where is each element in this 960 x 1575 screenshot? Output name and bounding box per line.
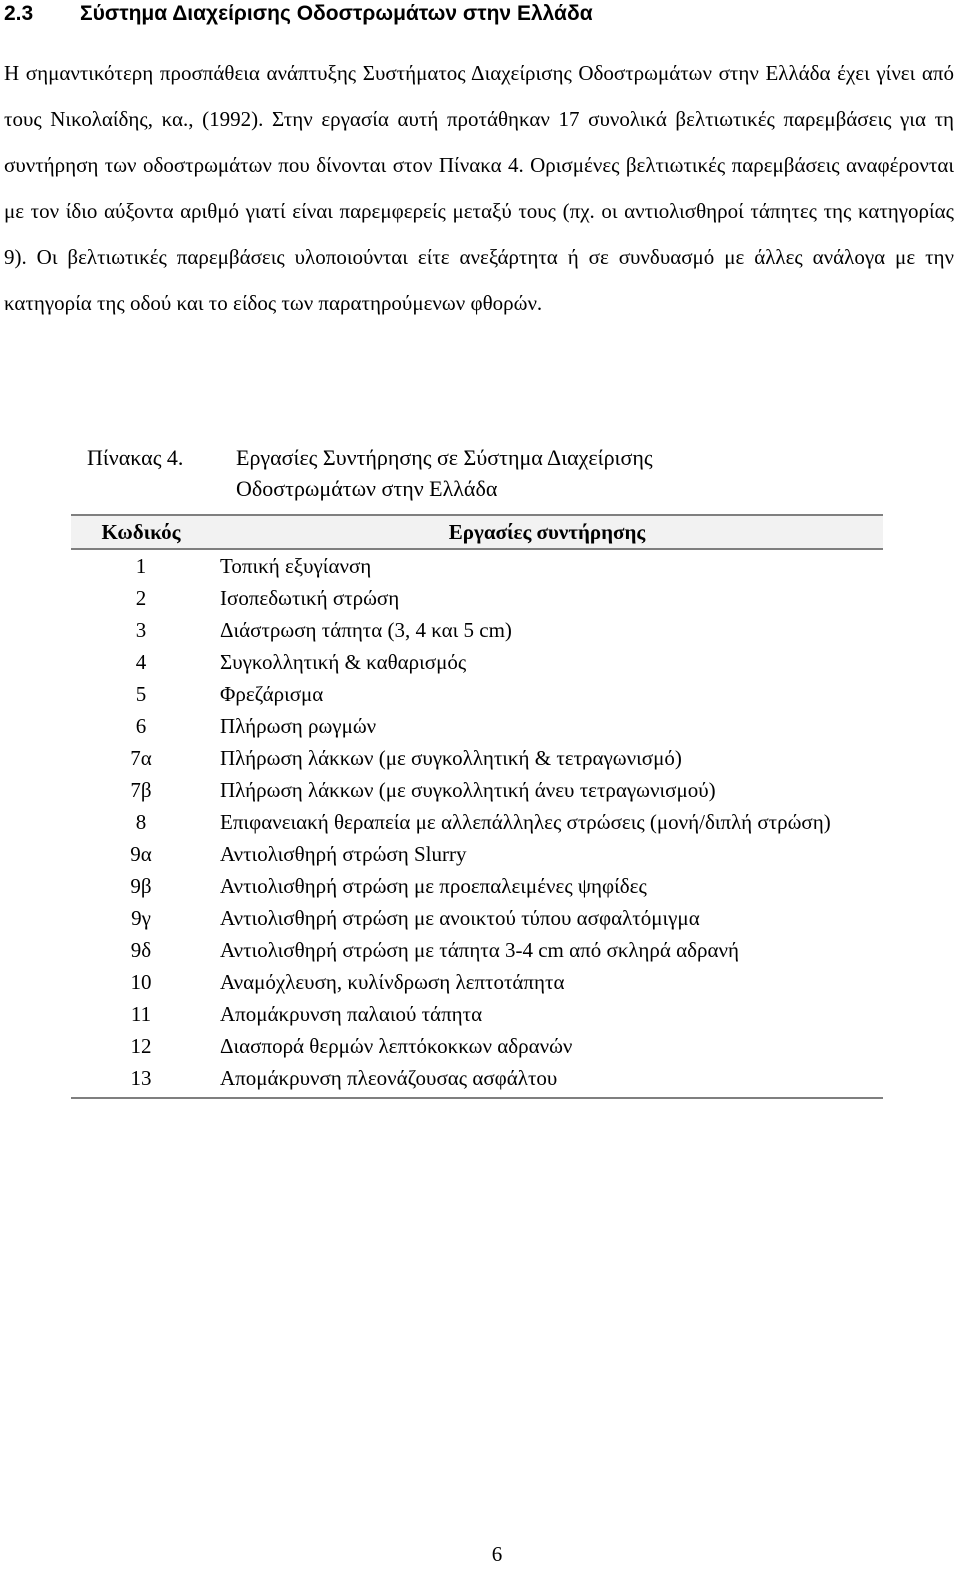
body-paragraph: Η σημαντικότερη προσπάθεια ανάπτυξης Συστήματος Διαχείρισης Οδοστρωμάτων στην Ελλάδα έχει γίνει από τους Νικολαίδης, κα., (1992). Στην εργασία αυτή προτάθηκαν 17 συνολικά βελτιωτικές παρεμβάσεις για τη συντήρηση των οδοστρωμάτων που δίνονται στον Πίνακα 4. Ορισμένες βελτιωτικές παρεμβάσεις αναφέρονται με τον ίδιο αύξοντα αριθμό γιατί είναι παρεμφερείς μεταξύ τους (πχ. οι αντιολισθηροί τάπητες της κατηγορίας 9). Οι βελτιωτικές παρεμβάσεις υλοποιούνται είτε ανεξάρτητα ή σε συνδυασμό με άλλες ανάλογα με την κατηγορία της οδού και το είδος των παρατηρούμενων φθορών.	[4, 61, 954, 315]
row-code: 5	[135, 682, 147, 706]
table-row	[71, 966, 883, 998]
page-number: 6	[491, 1542, 503, 1566]
table-row	[71, 582, 883, 614]
row-code: 7α	[130, 746, 152, 770]
row-task: Συγκολλητική & καθαρισμός	[220, 650, 467, 674]
row-code: 2	[135, 586, 147, 610]
row-task: Επιφανειακή θεραπεία με αλλεπάλληλες στρώσεις (μονή/διπλή στρώση)	[220, 810, 831, 834]
section-heading	[4, 0, 593, 28]
table-row	[71, 774, 883, 806]
table-caption-label: Πίνακας 4.	[87, 445, 184, 470]
table-row	[71, 614, 883, 646]
row-task: Απομάκρυνση πλεονάζουσας ασφάλτου	[211, 1062, 883, 1098]
section-title: Σύστημα Διαχείρισης Οδοστρωμάτων στην Ελλάδα	[80, 2, 593, 25]
table-header-row	[71, 515, 883, 549]
row-code: 8	[135, 810, 147, 834]
table-row	[71, 646, 883, 678]
table-row	[71, 1062, 883, 1098]
section-number: 2.3	[4, 2, 34, 25]
table-row	[71, 710, 883, 742]
table-row	[71, 902, 883, 934]
row-code: 12	[130, 1034, 152, 1058]
table-row	[71, 549, 883, 582]
row-task: Διάστρωση τάπητα (3, 4 και 5 cm)	[220, 618, 512, 642]
row-task: Αντιολισθηρή στρώση με προεπαλειμένες ψηφίδες	[220, 874, 647, 898]
table-body	[71, 549, 883, 1098]
header-task: Εργασίες συντήρησης	[211, 515, 883, 549]
row-code: 13	[71, 1062, 211, 1098]
row-task: Πλήρωση λάκκων (με συγκολλητική άνευ τετραγωνισμού)	[220, 778, 716, 802]
row-task: Αντιολισθηρή στρώση Slurry	[220, 842, 467, 866]
row-task: Πλήρωση ρωγμών	[220, 714, 377, 738]
row-task: Ισοπεδωτική στρώση	[220, 586, 400, 610]
table-row	[71, 934, 883, 966]
table-row	[71, 870, 883, 902]
row-code: 11	[130, 1002, 152, 1026]
row-task: Διασπορά θερμών λεπτόκοκκων αδρανών	[220, 1034, 573, 1058]
table-row	[71, 678, 883, 710]
row-task: Αντιολισθηρή στρώση με ανοικτού τύπου ασφαλτόμιγμα	[220, 906, 700, 930]
row-code: 3	[135, 618, 147, 642]
row-task: Φρεζάρισμα	[220, 682, 324, 706]
header-code: Κωδικός	[71, 515, 211, 549]
row-code: 10	[130, 970, 152, 994]
row-code: 4	[135, 650, 147, 674]
row-code: 9β	[130, 874, 152, 898]
row-task: Αναμόχλευση, κυλίνδρωση λεπτοτάπητα	[220, 970, 565, 994]
table-caption-text: Εργασίες Συντήρησης σε Σύστημα Διαχείρισης Οδοστρωμάτων στην Ελλάδα	[236, 445, 653, 501]
row-code: 1	[135, 554, 147, 578]
table-row	[71, 838, 883, 870]
table-row	[71, 1030, 883, 1062]
row-code: 9δ	[130, 938, 152, 962]
row-code: 9α	[130, 842, 152, 866]
row-code: 9γ	[131, 906, 151, 930]
maintenance-table	[71, 514, 883, 1099]
row-code: 6	[135, 714, 147, 738]
row-task: Αντιολισθηρή στρώση με τάπητα 3-4 cm από σκληρά αδρανή	[220, 938, 739, 962]
row-task: Πλήρωση λάκκων (με συγκολλητική & τετραγωνισμό)	[220, 746, 682, 770]
row-task: Τοπική εξυγίανση	[220, 554, 372, 578]
row-task: Απομάκρυνση παλαιού τάπητα	[220, 1002, 483, 1026]
table-row	[71, 998, 883, 1030]
table-row	[71, 806, 883, 838]
row-code: 7β	[130, 778, 152, 802]
table-row	[71, 742, 883, 774]
